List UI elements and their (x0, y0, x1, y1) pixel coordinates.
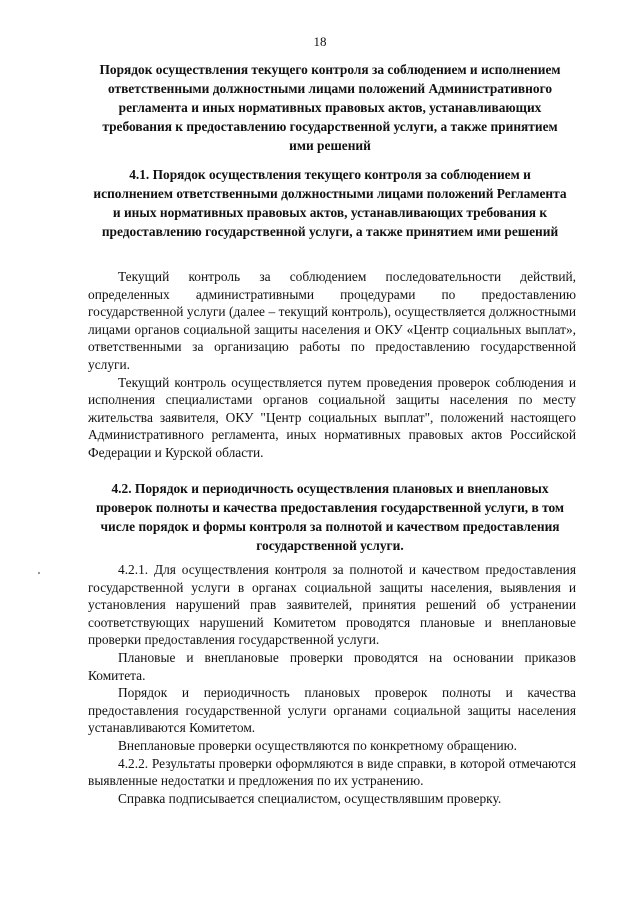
section-4-2-heading: 4.2. Порядок и периодичность осуществления плановых и внеплановых проверок полноты и качества предоставления государственной услуги, в том числе порядок и формы контроля за полнотой и качеством предоставления государственной услуги. (95, 481, 565, 553)
paragraph: Текущий контроль осуществляется путем проведения проверок соблюдения и исполнения специалистами органов социальной защиты населения по месту жительства заявителя, ОКУ "Центр социальных выплат", положений настоящего Административного регламента, иных нормативных правовых актов Российской Федерации и Курской области. (88, 374, 576, 460)
paragraph: Внеплановые проверки осуществляются по конкретному обращению. (118, 737, 518, 753)
main-heading: Порядок осуществления текущего контроля за соблюдением и исполнением ответственными должностными лицами положений Административного регламента и иных нормативных правовых актов, устанавливающих требования к предоставлению государственной услуги, а также принятием ими решений (99, 62, 561, 153)
paragraph: Справка подписывается специалистом, осуществлявшим проверку. (118, 790, 502, 806)
paragraph: Плановые и внеплановые проверки проводятся на основании приказов Комитета. (88, 649, 576, 683)
paragraph: 4.2.2. Результаты проверки оформляются в виде справки, в которой отмечаются выявленные недостатки и предложения по их устранению. (88, 755, 576, 789)
section-4-1-heading: 4.1. Порядок осуществления текущего контроля за соблюдением и исполнением ответственными должностными лицами положений Регламента и иных нормативных правовых актов, устанавливающих требования к предоставлению государственной услуги, а также принятием ими решений (93, 167, 567, 239)
section-4-1-body (88, 268, 576, 462)
paragraph: 4.2.1. Для осуществления контроля за полнотой и качеством предоставления государственной услуги в органах социальной защиты населения, выявления и установления нарушений прав заявителей, принятия решений об устранении соответствующих нарушений Комитетом проводятся плановые и внеплановые проверки предоставления государственной услуги. (88, 562, 576, 648)
scan-speck (38, 572, 40, 574)
paragraph: Порядок и периодичность плановых проверок полноты и качества предоставления государственной услуги органами социальной защиты населения устанавливаются Комитетом. (88, 685, 576, 736)
page-number: 18 (313, 34, 327, 49)
paragraph: Текущий контроль за соблюдением последовательности действий, определенных административными процедурами по предоставлению государственной услуги (далее – текущий контроль), осуществляется должностными лицами органов социальной защиты населения и ОКУ «Центр социальных выплат», ответственными за организацию работы по предоставлению государственной услуги. (88, 269, 576, 372)
section-4-2-body (88, 561, 576, 807)
